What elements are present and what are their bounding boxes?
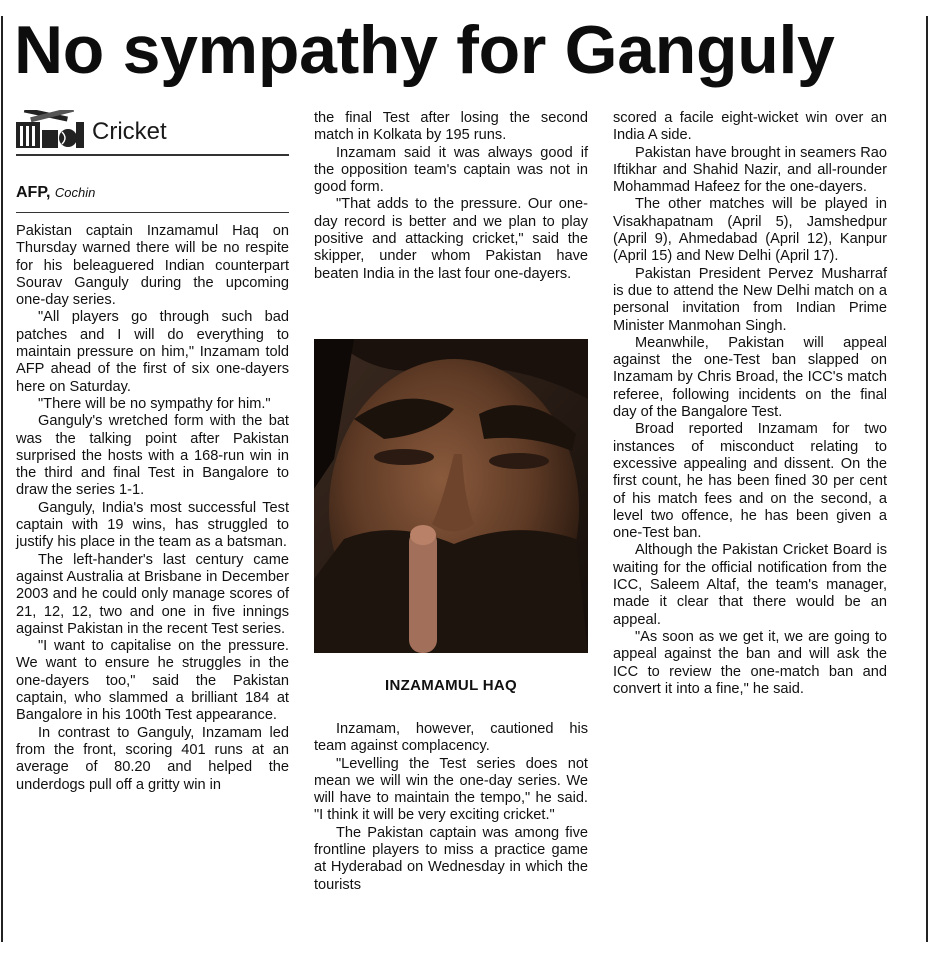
paragraph: Meanwhile, Pakistan will appeal against the one-Test ban slapped on Inzamam by Chris Broad, the ICC's match referee, following incidents on the final day of the Bangalore Test. xyxy=(613,334,887,421)
section-label: Cricket xyxy=(92,118,167,145)
byline-agency: AFP, xyxy=(16,184,51,201)
byline xyxy=(16,184,289,213)
paragraph: "All players go through such bad patches and I will do everything to maintain pressure on him," Inzamam told AFP ahead of the first of six one-dayers here on Saturday. xyxy=(16,309,289,395)
paragraph: Inzamam said it was always good if the opposition team's captain was not in good form. xyxy=(314,144,588,196)
headline: No sympathy for Ganguly xyxy=(14,12,835,88)
article-column-1 xyxy=(16,110,289,794)
paragraph: "I want to capitalise on the pressure. We want to ensure he struggles in the one-dayers too," said the Pakistan captain, who slammed a brilliant 184 at Bangalore in his 100th Test appearance. xyxy=(16,638,289,724)
article-column-2-bottom xyxy=(314,721,588,894)
cricket-logo-icon xyxy=(16,110,86,150)
paragraph: In contrast to Ganguly, Inzamam led from the front, scoring 401 runs at an average of 80.20 and helped the underdogs pull off a gritty win in xyxy=(16,724,289,793)
paragraph: Ganguly's wretched form with the bat was the talking point after Pakistan surprised the hosts with a 168-run win in the third and final Test in Bangalore to draw the series 1-1. xyxy=(16,413,289,499)
paragraph: "That adds to the pressure. Our one-day record is better and we plan to play positive and attacking cricket," said the skipper, under whom Pakistan have beaten India in the last four one-dayers. xyxy=(314,196,588,282)
photo-caption: INZAMAMUL HAQ xyxy=(385,677,517,694)
paragraph: Ganguly, India's most successful Test captain with 19 wins, has struggled to justify his place in the team as a batsman. xyxy=(16,499,289,551)
article-column-2-top xyxy=(314,110,588,283)
paragraph: "As soon as we get it, we are going to appeal against the ban and will ask the ICC to review the one-match ban and convert it into a fine," he said. xyxy=(613,628,887,697)
paragraph: Broad reported Inzamam for two instances of misconduct relating to excessive appealing and dissent. On the first count, he has been fined 30 per cent of his match fees and on the second, a level two offence, he has been given a one-Test ban. xyxy=(613,421,887,542)
portrait-photo xyxy=(314,339,588,653)
paragraph: "There will be no sympathy for him." xyxy=(38,395,271,412)
paragraph: "Levelling the Test series does not mean we will win the one-day series. We will have to maintain the tempo," he said. "I think it will be very exciting cricket." xyxy=(314,755,588,824)
paragraph: Inzamam, however, cautioned his team against complacency. xyxy=(314,721,588,755)
paragraph: Pakistan captain Inzamamul Haq on Thursday warned there will be no respite for his beleaguered Indian counterpart Sourav Ganguly during the upcoming one-day series. xyxy=(16,223,289,309)
paragraph: The Pakistan captain was among five frontline players to miss a practice game at Hyderabad on Wednesday in which the tourists xyxy=(314,824,588,893)
paragraph: Pakistan have brought in seamers Rao Iftikhar and Shahid Nazir, and all-rounder Mohammad Hafeez for the one-dayers. xyxy=(613,144,887,196)
paragraph: the final Test after losing the second match in Kolkata by 195 runs. xyxy=(314,110,588,144)
paragraph: The other matches will be played in Visakhapatnam (April 5), Jamshedpur (April 9), Ahmedabad (April 12), Kanpur (April 15) and New Delhi (April 17). xyxy=(613,196,887,265)
byline-place: Cochin xyxy=(54,185,96,200)
section-header xyxy=(16,110,289,156)
portrait-illustration xyxy=(314,339,588,653)
paragraph: scored a facile eight-wicket win over an India A side. xyxy=(613,110,887,144)
article-column-3 xyxy=(613,110,887,698)
right-border-line xyxy=(926,16,928,942)
paragraph: Pakistan President Pervez Musharraf is due to attend the New Delhi match on a personal invitation from Indian Prime Minister Manmohan Singh. xyxy=(613,265,887,334)
left-border-line xyxy=(1,16,3,942)
paragraph: Although the Pakistan Cricket Board is waiting for the official notification from the ICC, Saleem Altaf, the team's manager, made it clear that there would be an appeal. xyxy=(613,542,887,628)
paragraph: The left-hander's last century came against Australia at Brisbane in December 2003 and he could only manage scores of 21, 12, 12, two and one in five innings against Pakistan in the recent Test series. xyxy=(16,551,289,637)
